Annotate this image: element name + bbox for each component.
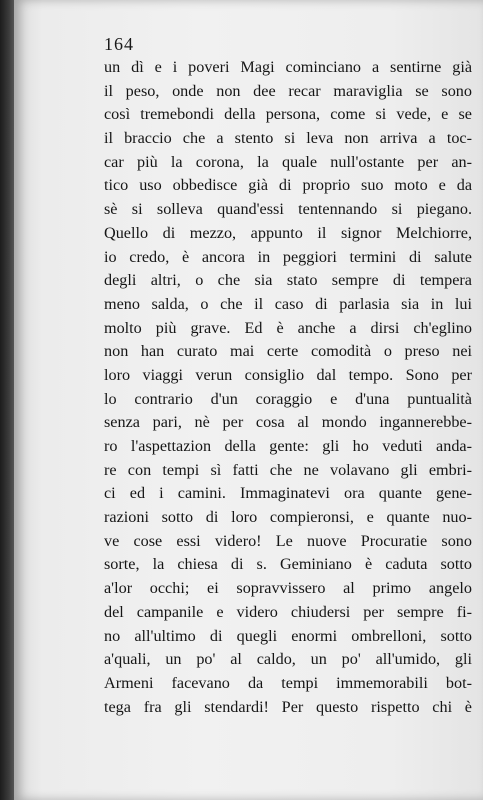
text-line: Armeni facevano da tempi immemorabili bot-: [104, 673, 472, 692]
text-line: car più la corona, la quale null'ostante per an-: [104, 152, 472, 171]
text-line: Quello di mezzo, appunto il signor Melchiorre,: [104, 223, 472, 242]
text-line: ve cose essi videro! Le nuove Procuratie sono: [104, 531, 472, 550]
text-line: il peso, onde non dee recar maraviglia se sono: [104, 81, 472, 100]
text-line: senza pari, nè per cosa al mondo ingannerebbe-: [104, 413, 472, 432]
text-line: tico uso obbedisce già di proprio suo moto e da: [104, 176, 472, 195]
text-line: così tremebondi della persona, come si vede, e se: [104, 105, 472, 124]
text-line: non han curato mai certe comodità o preso nei: [104, 342, 472, 361]
text-line: sorte, la chiesa di s. Geminiano è caduta sotto: [104, 555, 472, 574]
text-line: degli altri, o che sia stato sempre di tempera: [104, 271, 472, 290]
text-line: a'lor occhi; ei sopravvissero al primo angelo: [104, 579, 472, 598]
body-text: [104, 56, 472, 719]
text-line: loro viaggi verun consiglio dal tempo. Sono per: [104, 365, 472, 384]
text-line: ci ed i camini. Immaginatevi ora quante gene-: [104, 484, 472, 503]
text-line: un dì e i poveri Magi cominciano a sentirne già: [104, 58, 472, 76]
text-line: molto più grave. Ed è anche a dirsi ch'eglino: [104, 318, 472, 337]
text-line: ro l'aspettazion della gente: gli ho veduti anda-: [104, 437, 472, 455]
text-line: meno salda, o che il caso di parlasia sia in lui: [104, 294, 472, 313]
text-line: a'quali, un po' al caldo, un po' all'umido, gli: [104, 650, 472, 669]
text-line: sè si solleva quand'essi tentennando si piegano.: [104, 200, 472, 219]
page-number: 164: [104, 34, 134, 54]
text-line: lo contrario d'un coraggio e d'una puntualità: [104, 389, 472, 408]
book-gutter: [0, 0, 14, 800]
text-line: razioni sotto di loro compieronsi, e quante nuo-: [104, 508, 472, 527]
text-line: del campanile e videro chiudersi per sempre fi-: [104, 602, 472, 621]
text-line: il braccio che a stento si leva non arriva a toc-: [104, 129, 472, 148]
text-line: io credo, è ancora in peggiori termini di salute: [104, 247, 472, 266]
text-line: tega fra gli stendardi! Per questo rispetto chi è: [104, 697, 472, 716]
text-line: re con tempi sì fatti che ne volavano gli embri-: [104, 460, 472, 479]
text-line: no all'ultimo di quegli enormi ombrelloni, sotto: [104, 626, 472, 645]
